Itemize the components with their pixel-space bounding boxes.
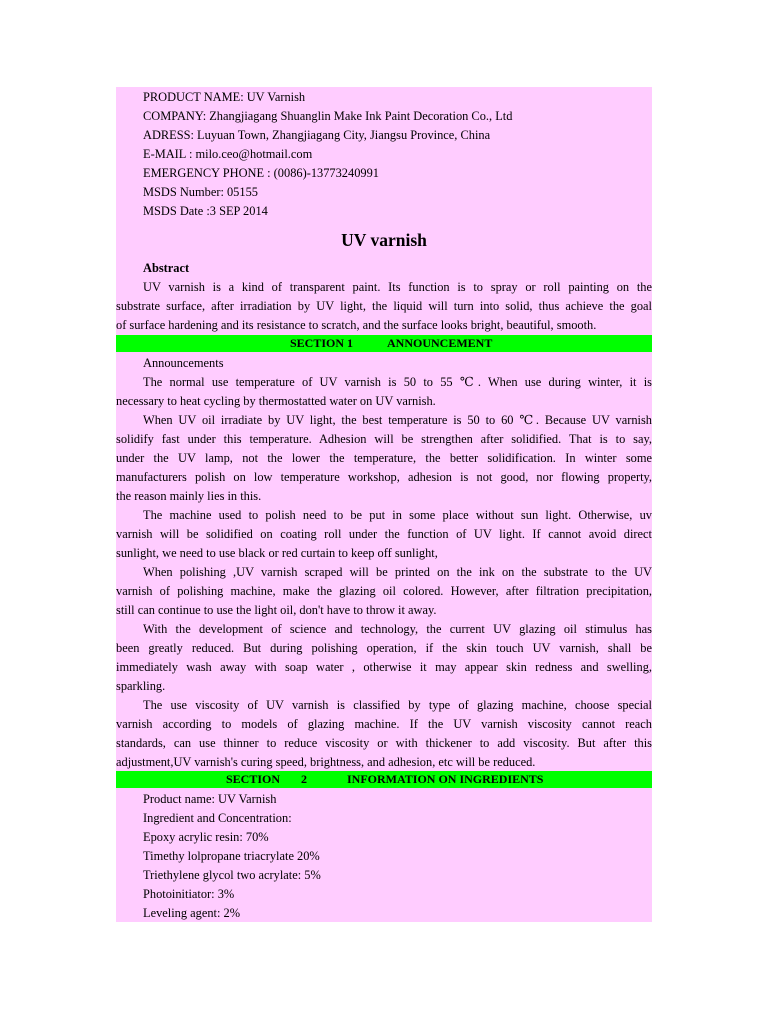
section-2-line: Leveling agent: 2% [143,906,241,920]
section-1-line: sparkling. [116,679,166,693]
section-2-header [116,771,652,788]
section-1-line: necessary to heat cycling by thermostatted water on UV varnish. [116,394,436,408]
product-name-line: PRODUCT NAME: UV Varnish [143,90,306,104]
abstract-line: UV varnish is a kind of transparent paint. Its function is to spray or roll painting on the [143,280,652,294]
abstract-line: of surface hardening and its resistance to scratch, and the surface looks bright, beautiful, smooth. [116,318,597,332]
section-1-line: When UV oil irradiate by UV light, the best temperature is 50 to 60 ℃. Because UV varnish [143,413,652,427]
section-1-line: Announcements [143,356,224,370]
section-1-line: under the UV lamp, not the lower the temperature, the better solidification. In winter some [116,451,652,465]
section-1-title: ANNOUNCEMENT [387,336,493,350]
abstract-line: substrate surface, after irradiation by UV light, the liquid will turn into solid, thus achieve the goal [116,299,652,313]
section-1-line: sunlight, we need to use black or red curtain to keep off sunlight, [116,546,438,560]
section-2-line: Epoxy acrylic resin: 70% [143,830,269,844]
emergency-phone-line: EMERGENCY PHONE : (0086)-13773240991 [143,166,379,180]
section-2-line: Triethylene glycol two acrylate: 5% [143,868,321,882]
section-2-line: Product name: UV Varnish [143,792,277,806]
section-2-line: Photoinitiator: 3% [143,887,235,901]
section-1-line: manufacturers polish on low temperature workshop, adhesion is not good, nor flowing property, [116,470,652,484]
section-1-line: adjustment,UV varnish's curing speed, brightness, and adhesion, etc will be reduced. [116,755,536,769]
section-1-number: SECTION 1 [290,336,354,350]
section-2-line: Timethy lolpropane triacrylate 20% [143,849,320,863]
section-1-line: The machine used to polish need to be put in some place without sun light. Otherwise, uv [143,508,652,522]
section-2-line: Ingredient and Concentration: [143,811,292,825]
company-line: COMPANY: Zhangjiagang Shuanglin Make Ink Paint Decoration Co., Ltd [143,109,513,123]
section-1-line: solidify fast under this temperature. Adhesion will be strengthen after solidified. That is to say, [116,432,652,446]
section-2-title: INFORMATION ON INGREDIENTS [347,772,544,786]
section-1-line: varnish according to models of glazing machine. If the UV varnish viscosity cannot reach [116,717,652,731]
section-1-line: standards, can use thinner to reduce viscosity or with thickener to add viscosity. But after this [116,736,652,750]
section-1-line: When polishing ,UV varnish scraped will be printed on the ink on the substrate to the UV [143,565,652,579]
email-line: E-MAIL : milo.ceo@hotmail.com [143,147,313,161]
msds-date-line: MSDS Date :3 SEP 2014 [143,204,268,218]
section-1-line: still can continue to use the light oil, don't have to throw it away. [116,603,437,617]
address-line: ADRESS: Luyuan Town, Zhangjiagang City, Jiangsu Province, China [143,128,491,142]
section-1-line: varnish will be solidified on coating roll under the function of UV light. If cannot avoid direct [116,527,652,541]
section-1-header [116,335,652,352]
abstract-heading: Abstract [143,261,190,275]
msds-number-line: MSDS Number: 05155 [143,185,258,199]
section-2-number: 2 [301,772,307,786]
section-1-line: With the development of science and technology, the current UV glazing oil stimulus has [143,622,652,636]
section-1-line: The normal use temperature of UV varnish is 50 to 55 ℃. When use during winter, it is [143,375,652,389]
document-title: UV varnish [341,230,427,250]
section-2-label: SECTION [226,772,281,786]
section-1-line: the reason mainly lies in this. [116,489,262,503]
section-1-line: been greatly reduced. But during polishing operation, if the skin touch UV varnish, shall be [116,641,652,655]
section-1-line: varnish of polishing machine, make the glazing oil colored. However, after filtration precipitation, [116,584,652,598]
section-1-line: The use viscosity of UV varnish is classified by type of glazing machine, choose special [143,698,652,712]
section-1-line: immediately wash away with soap water , otherwise it may appear skin redness and swelling, [116,660,652,674]
